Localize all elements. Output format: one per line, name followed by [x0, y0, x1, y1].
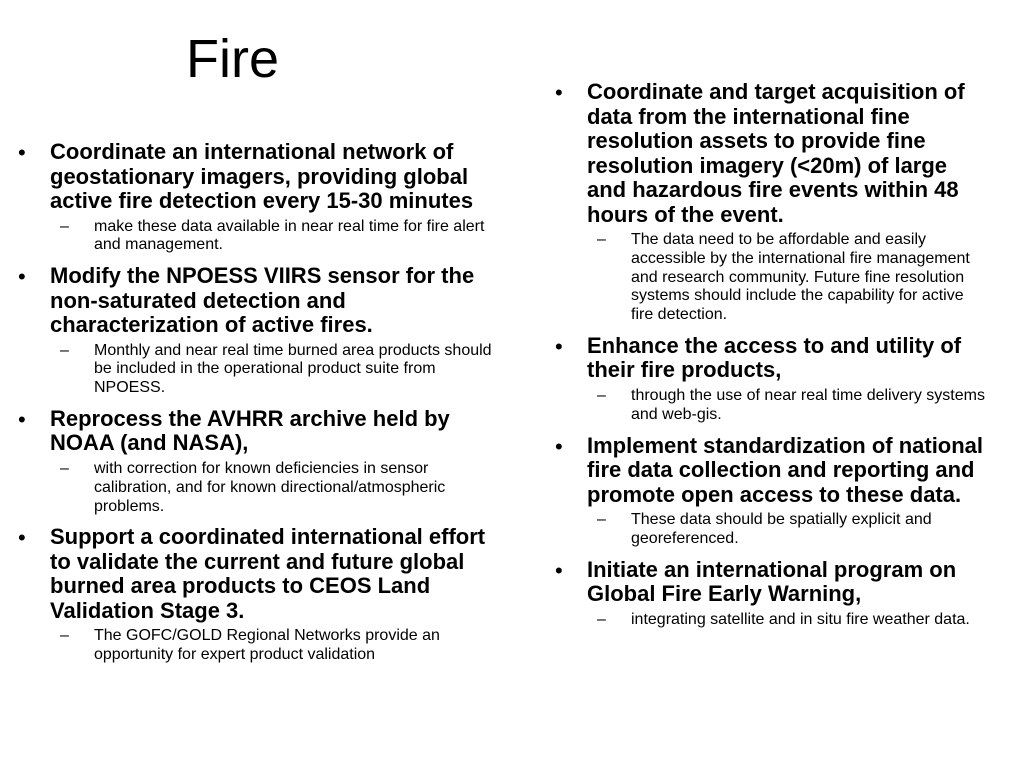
- bullet-text: Implement standardization of national fire data collection and reporting and promote open access to these data.: [587, 432, 984, 507]
- bullet-item: [555, 334, 985, 425]
- bullet-dot-icon: •: [18, 406, 26, 432]
- bullet-text: Coordinate an international network of geostationary imagers, providing global active fire detection every 15-30 minutes: [50, 139, 474, 213]
- dash-icon: –: [60, 217, 69, 235]
- sub-bullet-item: [50, 218, 493, 256]
- bullet-item: [555, 80, 985, 325]
- bullet-text: Support a coordinated international effort to validate the current and future global burned area products to CEOS Land Validation Stage 3.: [50, 524, 486, 623]
- sub-bullet-item: [587, 231, 985, 325]
- dash-icon: –: [60, 341, 69, 359]
- sub-list: [50, 460, 493, 516]
- bullet-item: [18, 140, 493, 255]
- bullet-item: [555, 558, 985, 630]
- sub-bullet-text: Monthly and near real time burned area products should be included in the operational product suite from NPOESS.: [94, 341, 492, 397]
- sub-list: [587, 231, 985, 325]
- sub-bullet-text: with correction for known deficiencies in sensor calibration, and for known directional/atmospheric problems.: [94, 459, 446, 515]
- dash-icon: –: [597, 231, 606, 248]
- bullet-dot-icon: •: [555, 333, 563, 359]
- sub-bullet-text: The data need to be affordable and easily accessible by the international fire management and research community. Future fine resolution systems should include the capability for active fire detection.: [631, 231, 970, 324]
- sub-list: [50, 342, 493, 398]
- sub-bullet-item: [50, 627, 493, 665]
- bullet-text: Coordinate and target acquisition of data from the international fine resolution assets to provide fine resolution imagery (<20m) of large and hazardous fire events within 48 hours of the event.: [587, 79, 965, 227]
- dash-icon: –: [597, 386, 606, 404]
- bullet-text: Enhance the access to and utility of their fire products,: [587, 332, 962, 383]
- sub-list: [50, 627, 493, 665]
- left-column: [18, 140, 493, 674]
- sub-list: [587, 511, 985, 549]
- dash-icon: –: [60, 459, 69, 477]
- bullet-item: [555, 434, 985, 549]
- bullet-dot-icon: •: [555, 557, 563, 583]
- sub-bullet-text: The GOFC/GOLD Regional Networks provide an opportunity for expert product validation: [94, 627, 440, 664]
- bullet-text: Reprocess the AVHRR archive held by NOAA (and NASA),: [50, 405, 450, 456]
- sub-bullet-item: [50, 342, 493, 398]
- dash-icon: –: [60, 627, 69, 645]
- sub-bullet-item: [587, 387, 985, 425]
- bullet-dot-icon: •: [18, 525, 26, 551]
- sub-bullet-item: [587, 611, 985, 630]
- sub-bullet-item: [50, 460, 493, 516]
- bullet-item: [18, 264, 493, 398]
- sub-bullet-text: These data should be spatially explicit and georeferenced.: [631, 511, 932, 547]
- slide-title: Fire: [186, 29, 279, 89]
- bullet-dot-icon: •: [18, 264, 26, 290]
- sub-bullet-text: make these data available in near real time for fire alert and management.: [94, 217, 485, 254]
- bullet-dot-icon: •: [555, 80, 563, 105]
- bullet-item: [18, 525, 493, 665]
- sub-list: [50, 218, 493, 256]
- bullet-text: Modify the NPOESS VIIRS sensor for the non-saturated detection and characterization of active fires.: [50, 263, 475, 338]
- sub-list: [587, 387, 985, 425]
- bullet-dot-icon: •: [555, 433, 563, 459]
- bullet-dot-icon: •: [18, 140, 26, 165]
- bullet-item: [18, 407, 493, 516]
- sub-bullet-text: through the use of near real time delivery systems and web-gis.: [631, 386, 985, 423]
- right-column: [555, 80, 985, 638]
- sub-bullet-item: [587, 511, 985, 549]
- sub-list: [587, 611, 985, 630]
- dash-icon: –: [597, 511, 606, 529]
- dash-icon: –: [597, 610, 606, 628]
- sub-bullet-text: integrating satellite and in situ fire weather data.: [631, 610, 970, 628]
- bullet-text: Initiate an international program on Global Fire Early Warning,: [587, 556, 957, 607]
